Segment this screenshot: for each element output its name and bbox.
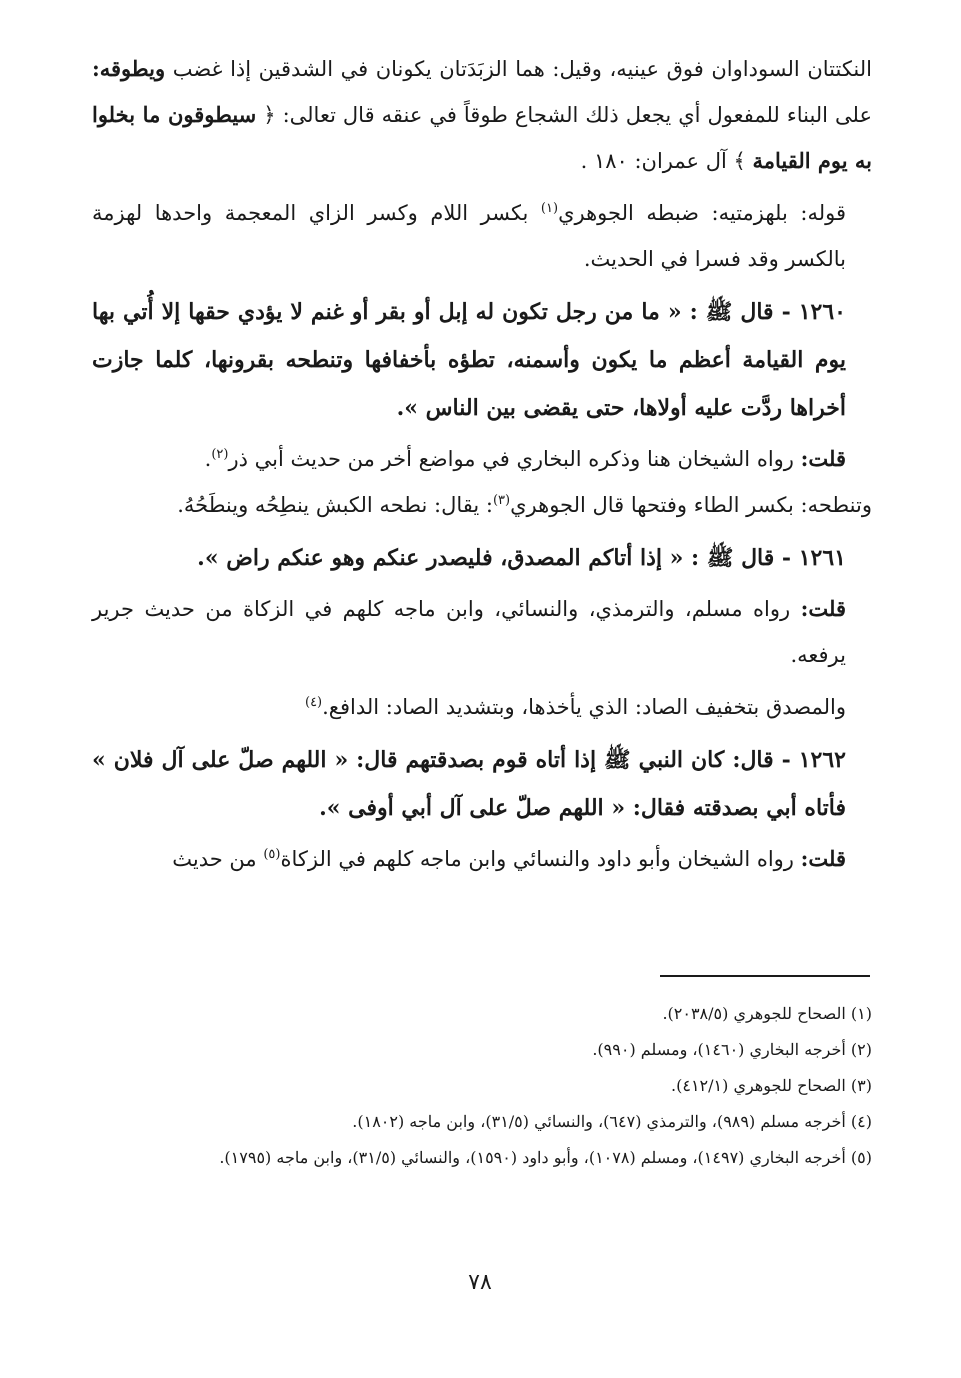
text: . xyxy=(204,447,212,471)
footnote-3: (٣) الصحاح للجوهري (٤١٢/١). xyxy=(671,1076,872,1095)
footnote-ref: (١) xyxy=(540,201,559,216)
text: والمصدق بتخفيف الصاد: الذي يأخذها، وبتشديد الصاد: الدافع. xyxy=(322,695,846,719)
quran-quote: سيطوقون ما بخلوا به يوم القيامة xyxy=(92,102,872,173)
paragraph-sharh-1 xyxy=(92,46,872,184)
note-1260 xyxy=(92,482,872,528)
text: بكسر اللام وكسر الزاي المعجمة واحدها لهزمة بالكسر وقد فسرا في الحديث. xyxy=(92,201,846,271)
hadith-1262: ١٢٦٢ - قال: كان النبي ﷺ إذا أتاه قوم بصدقتهم قال: « اللهم صلّ على آل فلان » فأتاه أبي بصدقته فقال: « اللهم صلّ على آل أبي أوفى ». xyxy=(92,747,846,821)
comment-1261 xyxy=(92,586,872,678)
text: قوله: بلهزمتيه: ضبطه الجوهري xyxy=(558,201,846,225)
footnotes xyxy=(92,996,872,1176)
footnote-separator xyxy=(660,975,870,977)
footnote-ref: (٤) xyxy=(304,695,323,710)
page-number: ٧٨ xyxy=(468,1270,492,1295)
footnote-ref: (٣) xyxy=(492,493,511,508)
text: من حديث xyxy=(172,847,264,871)
qultu-label: قلت: xyxy=(800,446,846,471)
paragraph-sharh-2 xyxy=(92,190,872,282)
footnote-1: (١) الصحاح للجوهري (٢٠٣٨/٥). xyxy=(662,1004,872,1023)
hadith-1260: ١٢٦٠ - قال ﷺ : « ما من رجل تكون له إبل أو بقر أو غنم لا يؤدي حقها إلا أُتي بها يوم القيامة أعظم ما يكون وأسمنه، تطؤه بأخفافها وتنطحه بقرونها، كلما جازت أخراها ردَّت عليه أولاها، حتى يقضى بين الناس ». xyxy=(92,299,846,421)
text: رواه الشيخان وأبو داود والنسائي وابن ماجه كلهم في الزكاة xyxy=(280,847,801,871)
footnote-ref: (٥) xyxy=(263,847,281,862)
hadith-1261: ١٢٦١ - قال ﷺ : « إذا أتاكم المصدق، فليصدر عنكم وهو عنكم راض ». xyxy=(197,545,846,571)
text: رواه مسلم، والترمذي، والنسائي، وابن ماجه كلهم في الزكاة من حديث جرير يرفعه. xyxy=(92,597,846,667)
footnote-4: (٤) أخرجه مسلم (٩٨٩)، والترمذي (٦٤٧)، والنسائي (٣١/٥)، وابن ماجه (١٨٠٢). xyxy=(352,1112,872,1131)
comment-1260 xyxy=(92,436,872,482)
text: وتنطحه: بكسر الطاء وفتحها قال الجوهري xyxy=(510,493,872,517)
qultu-label: قلت: xyxy=(800,846,846,871)
text: ﴾ آل عمران: ١٨٠ . xyxy=(580,149,753,173)
footnote-2: (٢) أخرجه البخاري (١٤٦٠)، ومسلم (٩٩٠). xyxy=(592,1040,872,1059)
text: النكتتان السوداوان فوق عينيه، وقيل: هما الزبَدَتان يكونان في الشدقين إذا غضب xyxy=(172,57,872,81)
footnote-5: (٥) أخرجه البخاري (١٤٩٧)، ومسلم (١٠٧٨)، وأبو داود (١٥٩٠)، والنسائي (٣١/٥)، وابن ماجه (١٧٩٥). xyxy=(219,1148,872,1167)
text: على البناء للمفعول أي يجعل ذلك الشجاع طوقاً في عنقه قال تعالى: ﴿ xyxy=(256,103,872,127)
comment-1262 xyxy=(92,836,872,882)
main-text xyxy=(92,46,872,888)
qultu-label: قلت: xyxy=(800,596,846,621)
term-label: ويطوقه: xyxy=(92,56,166,81)
text: رواه الشيخان هنا وذكره البخاري في مواضع أخر من حديث أبي ذر xyxy=(228,447,801,471)
text: : يقال: نطحه الكبش ينطِحُه وينطَحُهُ. xyxy=(177,493,493,517)
footnote-ref: (٢) xyxy=(211,447,229,462)
note-1261 xyxy=(92,684,872,730)
